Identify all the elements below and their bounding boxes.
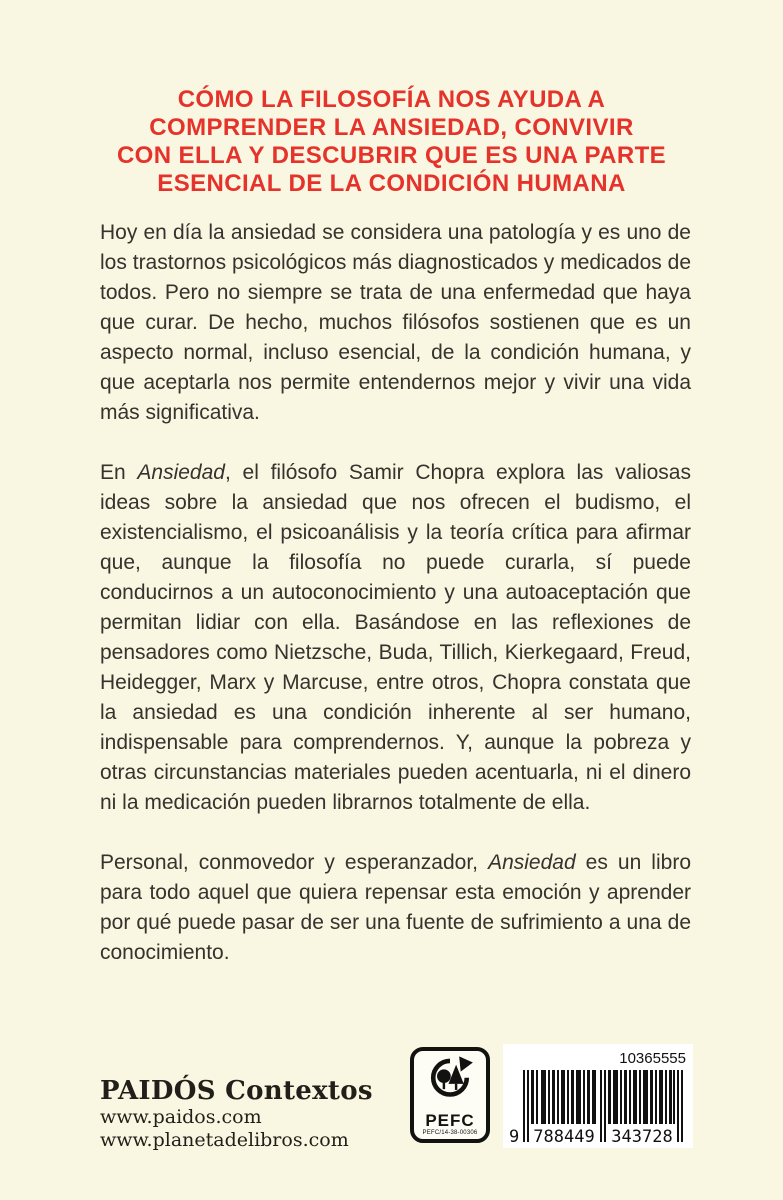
isbn-barcode (503, 1044, 693, 1148)
publisher-url-planetadelibros: www.planetadelibros.com (100, 1129, 349, 1151)
publisher-url-paidos: www.paidos.com (100, 1106, 262, 1128)
synopsis-paragraph-2 (100, 458, 691, 818)
book-title-italic: Ansiedad (137, 461, 225, 484)
pefc-cert-number: PEFC/14-38-00306 (422, 1130, 478, 1136)
paragraph-text: En (100, 461, 138, 484)
paragraph-text: , el filósofo Samir Chopra explora las valiosas ideas sobre la ansiedad que nos ofrecen el budismo, el existencialismo, el psicoanálisis y la teoría crítica para afirmar que, aunque la filosofía no puede curarla, sí puede conducirnos a un autoconocimiento y una autoaceptación que permitan lidiar con ella. Basándose en las reflexiones de pensadores como Nietzsche, Buda, Tillich, Kierkegaard, Freud, Heidegger, Marx y Marcuse, entre otros, Chopra constata que la ansiedad es una condición inherente al ser humano, indispensable para comprendernos. Y, aunque la pobreza y otras circunstancias materiales pueden acentuarla, ni el dinero ni la medicación pueden librarnos totalmente de ella. (100, 461, 691, 814)
cover-tagline (72, 86, 712, 198)
book-title-italic: Ansiedad (488, 851, 576, 874)
pefc-label: PEFC (425, 1111, 475, 1130)
tagline-line: COMPRENDER LA ANSIEDAD, CONVIVIR (149, 114, 634, 141)
paragraph-text: Hoy en día la ansiedad se considera una patología y es uno de los trastornos psicológicos más diagnosticados y medicados de todos. Pero no siempre se trata de una enfermedad que haya que curar. De hecho, muchos filósofos sostienen que es un aspecto normal, incluso esencial, de la condición humana, y que aceptarla nos permite entendernos mejor y vivir una vida más significativa. (100, 221, 691, 424)
tagline-line: CON ELLA Y DESCUBRIR QUE ES UNA PARTE (116, 142, 667, 169)
pefc-certification-mark (410, 1047, 490, 1143)
publisher-imprint: PAIDÓS Contextos (100, 1076, 373, 1106)
synopsis (100, 218, 691, 998)
paragraph-text: es un libro para todo aquel que quiera repensar esta emoción y aprender por qué puede pasar de ser una fuente de sufrimiento a una de conocimiento. (100, 851, 691, 964)
publisher-block (100, 1076, 373, 1152)
ean-group-1: 788449 (533, 1127, 595, 1147)
ean-group-2: 343728 (611, 1127, 673, 1147)
synopsis-paragraph-3 (100, 848, 691, 968)
tagline-line: ESENCIAL DE LA CONDICIÓN HUMANA (157, 170, 626, 197)
synopsis-paragraph-1 (100, 218, 691, 428)
paragraph-text: Personal, conmovedor y esperanzador, (100, 851, 489, 874)
ean-lead-digit: 9 (509, 1127, 520, 1147)
barcode-sku: 10365555 (619, 1050, 686, 1067)
tagline-line: CÓMO LA FILOSOFÍA NOS AYUDA A (177, 86, 606, 113)
pefc-trees-icon (421, 1054, 479, 1111)
